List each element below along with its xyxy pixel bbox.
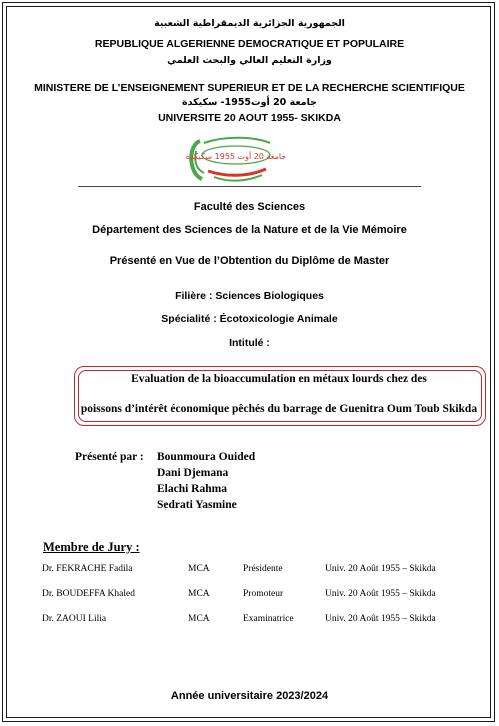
jury-member-name: Dr. FEKRACHE Fadila bbox=[42, 564, 133, 574]
faculty-label: Faculté des Sciences bbox=[193, 201, 306, 213]
intitule-label: Intitulé : bbox=[229, 337, 270, 349]
logo-text: جامعة 20 أوت 1955 سكيكدة bbox=[185, 152, 287, 161]
header-divider bbox=[78, 186, 421, 187]
presenter-name: Sedrati Yasmine bbox=[157, 499, 237, 511]
jury-member-grade: MCA bbox=[188, 589, 210, 599]
university-logo bbox=[185, 133, 287, 185]
jury-member-university: Univ. 20 Août 1955 – Skikda bbox=[325, 614, 436, 624]
thesis-title-line-1: Evaluation de la bioaccumulation en métaux lourds chez des bbox=[131, 373, 427, 385]
presenter-name: Dani Djemana bbox=[157, 467, 229, 479]
university-heading: UNIVERSITE 20 AOUT 1955- SKIKDA bbox=[158, 112, 341, 124]
jury-member-grade: MCA bbox=[188, 564, 210, 574]
jury-member-role: Promoteur bbox=[243, 589, 284, 599]
arabic-ministry-heading: وزارة التعليم العالي والبحث العلمي bbox=[167, 55, 332, 66]
specialite-label: Spécialité : Écotoxicologie Animale bbox=[161, 313, 338, 325]
jury-member-grade: MCA bbox=[188, 614, 210, 624]
jury-heading: Membre de Jury : bbox=[43, 540, 140, 554]
arabic-republic-heading: الجمهورية الجزائرية الديمقراطية الشعبية bbox=[154, 18, 345, 29]
academic-year: Année universitaire 2023/2024 bbox=[170, 690, 329, 702]
jury-member-role: Présidente bbox=[243, 564, 283, 574]
presenter-name: Elachi Rahma bbox=[157, 483, 227, 495]
department-label: Département des Sciences de la Nature et de la Vie Mémoire bbox=[92, 224, 407, 236]
jury-member-name: Dr. ZAOUI Lilia bbox=[42, 614, 107, 624]
republic-heading: REPUBLIQUE ALGERIENNE DEMOCRATIQUE ET POPULAIRE bbox=[94, 38, 405, 50]
presenter-name: Bounmoura Ouided bbox=[157, 451, 256, 463]
jury-member-university: Univ. 20 Août 1955 – Skikda bbox=[325, 564, 436, 574]
thesis-title-line-2: poissons d’intérêt économique pêchés du barrage de Guenitra Oum Toub Skikda bbox=[80, 403, 478, 415]
presented-by-label: Présenté par : bbox=[75, 451, 144, 463]
presented-for-label: Présenté en Vue de l’Obtention du Diplôme de Master bbox=[109, 255, 390, 267]
arabic-university-heading: جامعة 20 أوت1955- سكيكدة bbox=[181, 97, 318, 108]
filiere-label: Filière : Sciences Biologiques bbox=[175, 290, 324, 302]
ministry-heading: MINISTERE DE L’ENSEIGNEMENT SUPERIEUR ET DE LA RECHERCHE SCIENTIFIQUE bbox=[34, 82, 465, 94]
jury-member-role: Examinatrice bbox=[243, 614, 294, 624]
jury-member-name: Dr. BOUDEFFA Khaled bbox=[42, 589, 135, 599]
jury-member-university: Univ. 20 Août 1955 – Skikda bbox=[325, 589, 436, 599]
